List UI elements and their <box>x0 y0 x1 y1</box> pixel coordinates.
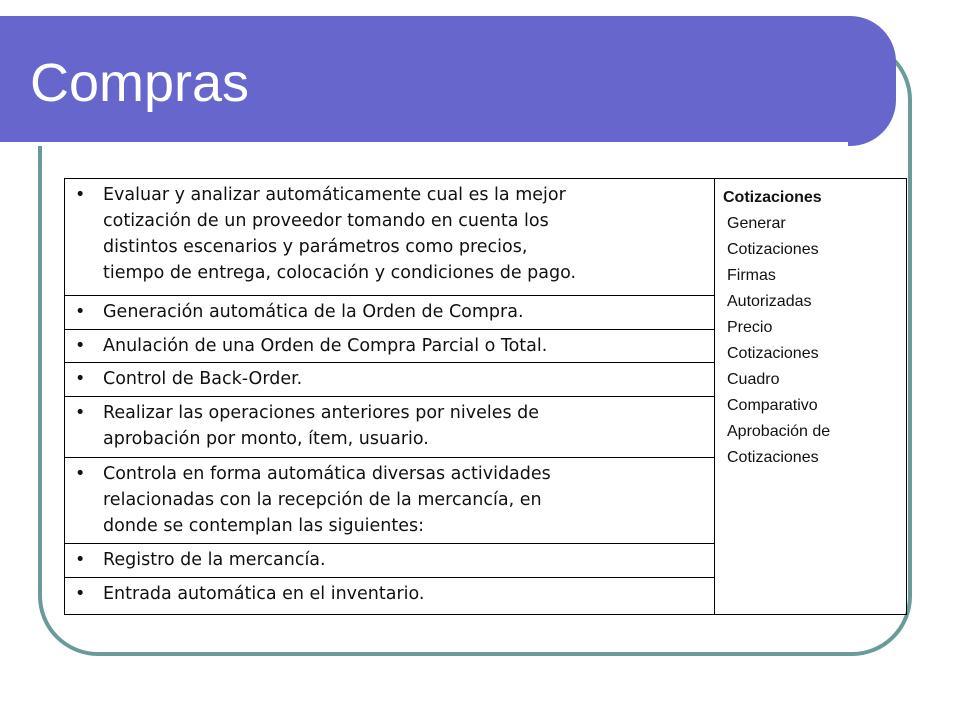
bullet-icon: • <box>75 185 86 205</box>
feature-cell <box>65 544 715 578</box>
cotizaciones-item: Cotizaciones <box>727 449 819 466</box>
bullet-icon: • <box>75 302 86 322</box>
title-bar <box>0 16 896 146</box>
cotizaciones-item: Autorizadas <box>727 293 812 310</box>
bullet-icon: • <box>75 584 86 604</box>
feature-text: Control de Back-Order. <box>103 369 303 389</box>
cotizaciones-item: Firmas <box>727 267 776 284</box>
cotizaciones-item: Precio <box>727 319 773 336</box>
cotizaciones-panel <box>715 179 907 615</box>
cotizaciones-item: Generar <box>727 215 786 232</box>
feature-text: Entrada automática en el inventario. <box>103 584 425 604</box>
cotizaciones-item: Cotizaciones <box>727 241 819 258</box>
bullet-icon: • <box>75 464 86 484</box>
feature-cell <box>65 296 715 330</box>
feature-text: Registro de la mercancía. <box>103 550 326 570</box>
feature-text: Realizar las operaciones anteriores por niveles de aprobación por monto, ítem, usuario. <box>103 403 540 449</box>
feature-text: Generación automática de la Orden de Compra. <box>103 302 524 322</box>
feature-cell <box>65 363 715 397</box>
feature-text: Anulación de una Orden de Compra Parcial o Total. <box>103 336 548 356</box>
feature-cell <box>65 179 715 296</box>
slide-title: Compras <box>30 53 250 113</box>
feature-cell <box>65 330 715 363</box>
feature-cell <box>65 458 715 544</box>
bullet-icon: • <box>75 336 86 356</box>
cotizaciones-item: Cuadro <box>727 371 780 388</box>
cotizaciones-item: Cotizaciones <box>727 345 819 362</box>
bullet-icon: • <box>75 369 86 389</box>
title-underline <box>0 142 848 146</box>
cotizaciones-item: Aprobación de <box>727 423 831 440</box>
bullet-icon: • <box>75 403 86 423</box>
cotizaciones-heading: Cotizaciones <box>723 189 822 206</box>
feature-cell <box>65 397 715 458</box>
features-table <box>64 178 907 615</box>
feature-text: Controla en forma automática diversas actividades relacionadas con la recepción de la mercancía, en donde se contemplan las siguientes: <box>103 464 551 536</box>
cotizaciones-item: Comparativo <box>727 397 818 414</box>
feature-text: Evaluar y analizar automáticamente cual es la mejor cotización de un proveedor tomando en cuenta los distintos escenarios y parámetros como precios, tiempo de entrega, colocación y condiciones de pago. <box>103 185 577 283</box>
bullet-icon: • <box>75 550 86 570</box>
feature-cell <box>65 578 715 615</box>
